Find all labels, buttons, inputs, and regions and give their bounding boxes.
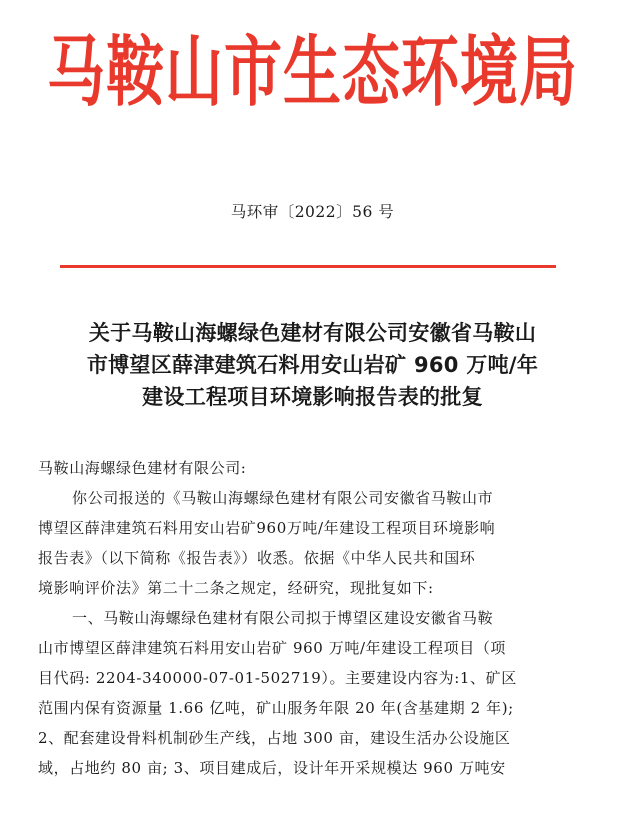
body-line: 一、马鞍山海螺绿色建材有限公司拟于博望区建设安徽省马鞍 xyxy=(72,609,494,627)
title-line: 建设工程项目环境影响报告表的批复 xyxy=(142,385,483,409)
body-line: 目代码: 2204-340000-07-01-502719）。主要建设内容为:1、矿区 xyxy=(38,669,517,687)
body-line: 报告表》（以下简称《报告表》）收悉。依据《中华人民共和国环 xyxy=(38,549,476,567)
body-line: 2、配套建设骨料机制砂生产线，占地 300 亩，建设生活办公设施区 xyxy=(38,729,511,747)
document-body xyxy=(38,453,598,783)
body-line: 境影响评价法》第二十二条之规定，经研究，现批复如下: xyxy=(38,579,434,597)
body-line: 山市博望区薛津建筑石料用安山岩矿 960 万吨/年建设工程项目（项 xyxy=(38,639,507,657)
body-line: 博望区薛津建筑石料用安山岩矿960万吨/年建设工程项目环境影响 xyxy=(38,519,496,537)
addressee: 马鞍山海螺绿色建材有限公司: xyxy=(38,459,247,477)
document-title xyxy=(20,317,605,413)
body-line: 范围内保有资源量 1.66 亿吨，矿山服务年限 20 年(含基建期 2 年); xyxy=(38,699,514,717)
document-number: 马环审〔2022〕56 号 xyxy=(230,203,395,221)
body-line: 域，占地约 80 亩; 3、项目建成后，设计年开采规模达 960 万吨安 xyxy=(38,759,506,777)
title-line: 关于马鞍山海螺绿色建材有限公司安徽省马鞍山 xyxy=(88,321,537,345)
issuing-authority-masthead: 马鞍山市生态环境局 xyxy=(46,27,578,118)
title-line: 市博望区薛津建筑石料用安山岩矿 960 万吨/年 xyxy=(86,353,539,377)
red-divider-line xyxy=(60,265,556,268)
body-line: 你公司报送的《马鞍山海螺绿色建材有限公司安徽省马鞍山市 xyxy=(72,489,494,507)
